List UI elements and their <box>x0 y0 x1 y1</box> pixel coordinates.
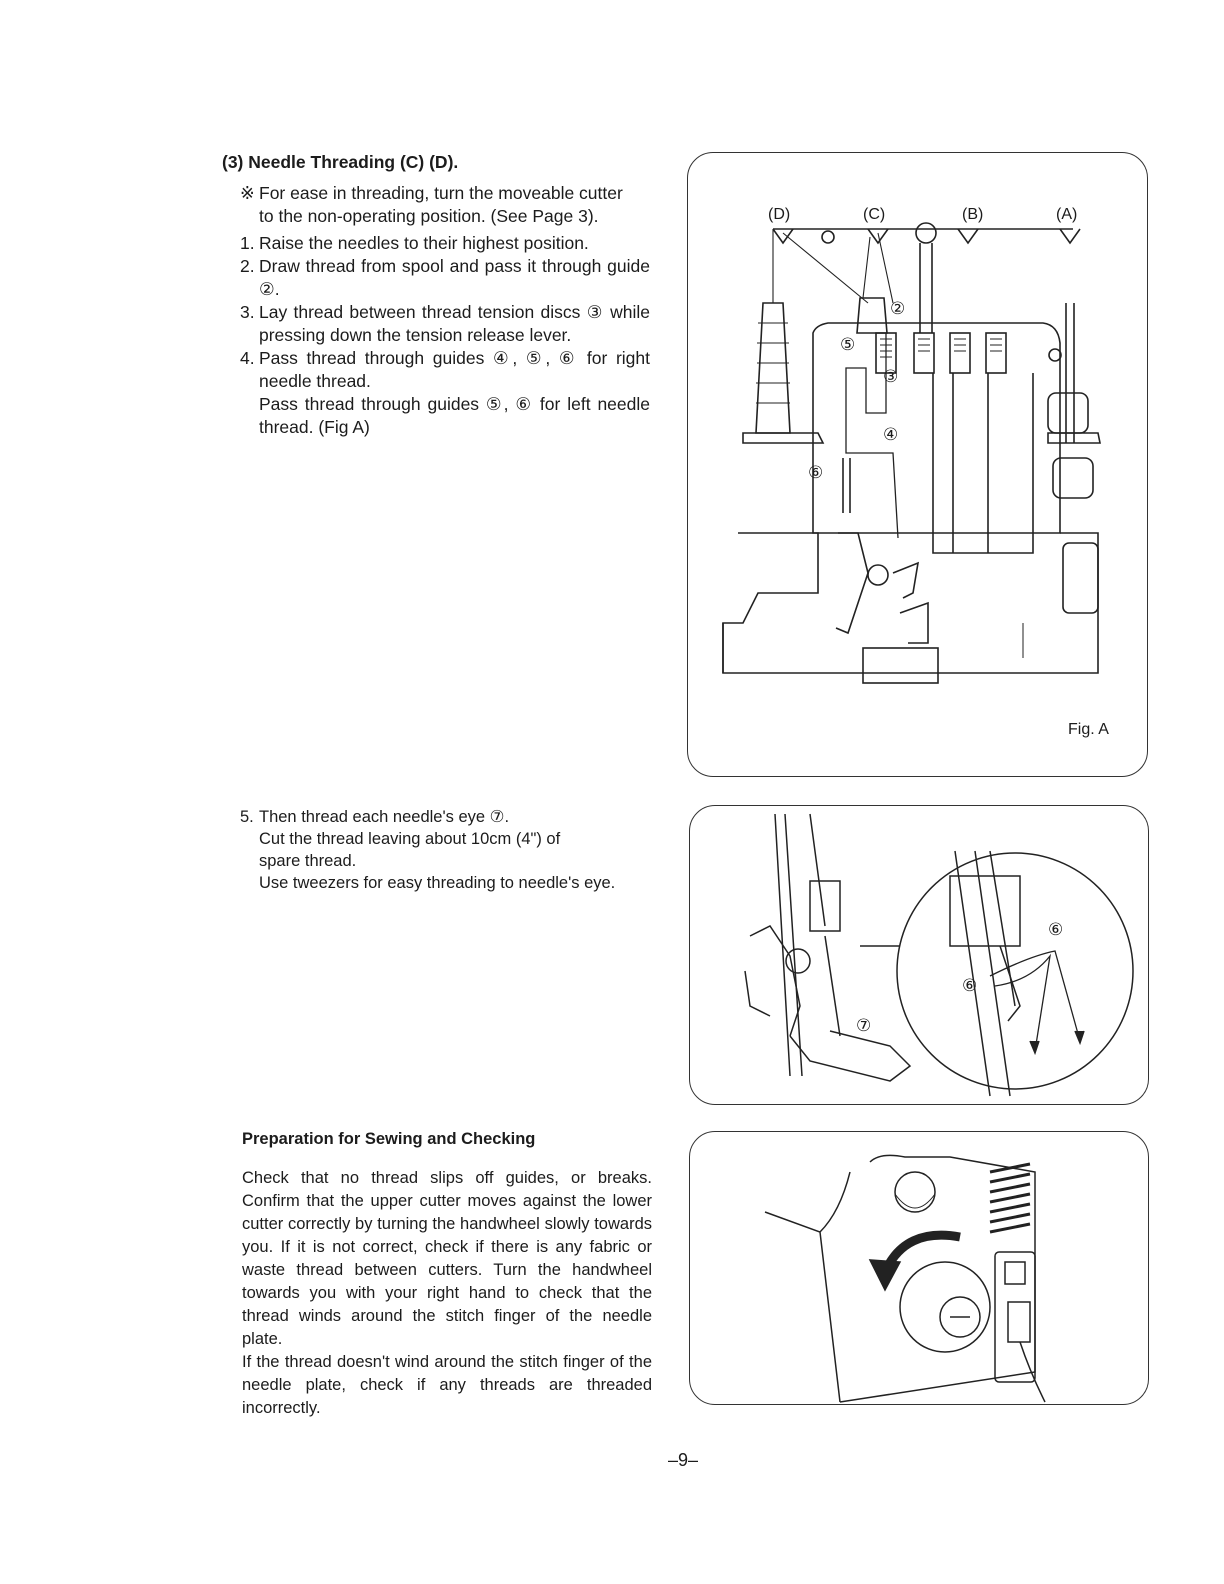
handwheel-diagram <box>690 1132 1148 1404</box>
presser-arm <box>750 926 800 1036</box>
spool-center <box>857 298 887 333</box>
label-b: (B) <box>962 206 984 223</box>
guide-pole-top <box>916 223 936 243</box>
callout-6-lower: ⑥ <box>962 976 978 995</box>
handwheel-side <box>1063 543 1098 613</box>
zoomed-eye <box>1000 946 1020 1021</box>
guide-pole <box>920 243 932 333</box>
power-switch <box>1005 1262 1025 1284</box>
upper-knob <box>895 1172 935 1212</box>
callout-2: ② <box>890 299 906 318</box>
step-5-line-4: Use tweezers for easy threading to needle's eye. <box>259 874 616 892</box>
callout-7: ⑦ <box>856 1016 872 1035</box>
thread-arrow-1 <box>990 951 1080 1041</box>
figure-a-caption: Fig. A <box>1068 721 1109 738</box>
threading-steps <box>240 232 650 393</box>
looper-mechanism <box>900 603 928 643</box>
step-1-text: Raise the needles to their highest position. <box>259 233 589 253</box>
note-marker: ※ <box>240 183 255 203</box>
callout-5: ⑤ <box>840 335 856 354</box>
callout-6: ⑥ <box>808 463 824 482</box>
machine-bed <box>723 533 1098 673</box>
side-indicator <box>1049 349 1061 361</box>
step-3 <box>240 301 650 347</box>
figure-a-panel <box>687 152 1148 777</box>
step-4-extra: Pass thread through guides ⑤, ⑥ for left needle thread. (Fig A) <box>259 394 650 437</box>
right-spool-pin <box>1066 303 1074 443</box>
note-item <box>240 182 650 228</box>
step-5-line-2: Cut the thread leaving about 10cm (4") of <box>259 830 561 848</box>
step-3-number: 3. <box>240 302 255 322</box>
note-line-2: to the non-operating position. (See Page 3). <box>259 206 599 226</box>
step-5-line-1: Then thread each needle's eye ⑦. <box>259 808 510 826</box>
preparation-paragraph <box>242 1167 652 1420</box>
needle-eye-figure-panel <box>689 805 1149 1105</box>
machine-side-panel <box>765 1172 850 1402</box>
needle-eye-instructions <box>240 806 660 894</box>
guide-ring-d <box>822 231 834 243</box>
callout-6-upper: ⑥ <box>1048 920 1064 939</box>
callout-3: ③ <box>883 367 899 386</box>
presser-screw <box>786 949 810 973</box>
step-4-text: Pass thread through guides ④, ⑤, ⑥ for right needle thread. <box>259 348 650 391</box>
label-c: (C) <box>863 206 886 223</box>
presser-foot <box>790 1031 910 1081</box>
step-1 <box>240 232 650 255</box>
step-5-number: 5. <box>240 808 254 826</box>
magnifier-circle <box>897 853 1133 1089</box>
label-a: (A) <box>1056 206 1078 223</box>
section-heading-needle-threading: (3) Needle Threading (C) (D). <box>222 152 459 172</box>
tension-knob-upper <box>1048 393 1088 433</box>
presser-screw <box>868 565 888 585</box>
foot-side <box>745 971 770 1016</box>
serger-threading-diagram <box>688 153 1147 776</box>
presser-foot-mechanism <box>836 533 918 633</box>
step-2 <box>240 255 650 301</box>
needle-shaft <box>825 936 840 1036</box>
preparation-paragraph-2: If the thread doesn't wind around the stitch finger of the needle plate, check if any threads are threaded incorrectly. <box>242 1353 652 1417</box>
note-line-1: For ease in threading, turn the moveable cutter <box>259 183 623 203</box>
front-cover-latch <box>863 648 938 683</box>
power-panel <box>995 1252 1035 1382</box>
spool-base-left <box>743 433 823 443</box>
needle-bar <box>843 458 850 513</box>
page-number: –9– <box>668 1450 699 1470</box>
vent-stripes <box>990 1164 1030 1232</box>
tension-knob-lower <box>1053 458 1093 498</box>
needle-eye-diagram <box>690 806 1148 1104</box>
step-5-line-3: spare thread. <box>259 852 357 870</box>
step-3-text: Lay thread between thread tension discs ③ while pressing down the tension release lever. <box>259 302 650 345</box>
looper-cover-panels <box>933 373 1033 553</box>
callout-4: ④ <box>883 425 899 444</box>
handwheel-figure-panel <box>689 1131 1149 1405</box>
step-2-text: Draw thread from spool and pass it through guide ②. <box>259 256 650 299</box>
step-5 <box>240 806 660 894</box>
step-1-number: 1. <box>240 233 255 253</box>
step-2-number: 2. <box>240 256 255 276</box>
thread-guide-eyelets <box>773 229 1080 243</box>
rotation-arrow-head <box>870 1260 900 1290</box>
step-4-number: 4. <box>240 348 255 368</box>
label-d: (D) <box>768 206 791 223</box>
section-heading-preparation: Preparation for Sewing and Checking <box>242 1130 536 1148</box>
plug-socket <box>1008 1302 1030 1342</box>
threading-instructions <box>240 182 650 439</box>
step-4 <box>240 347 650 393</box>
preparation-paragraph-1: Check that no thread slips off guides, or breaks. Confirm that the upper cutter moves against the lower cutter correctly by turning the handwheel slowly towards you. If it is not correct, check if there is any fabric or waste thread between cutters. Turn the handwheel towards you with your right hand to check that the thread winds around the stitch finger of the needle plate. <box>242 1169 652 1348</box>
